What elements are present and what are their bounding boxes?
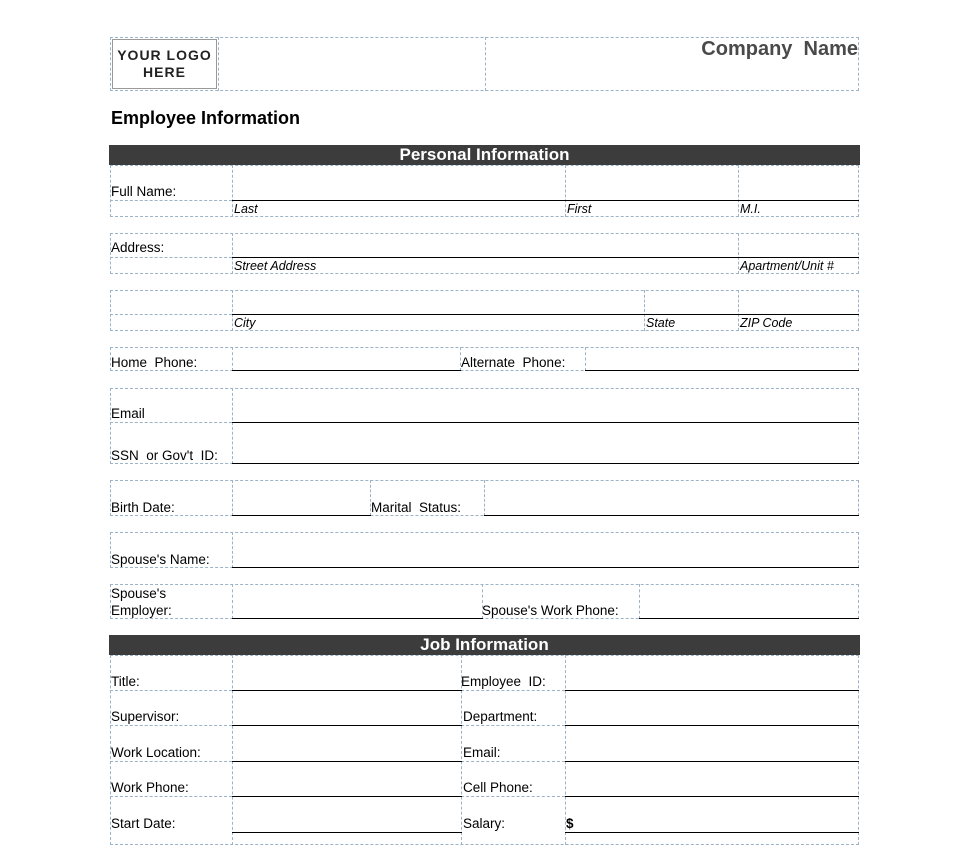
spouse-name-row — [110, 532, 859, 568]
spouse-name-label: Spouse's Name: — [111, 552, 210, 567]
spouse-employer-label-line1: Spouse's — [111, 586, 167, 601]
birth-date-field[interactable] — [232, 515, 371, 516]
department-label: Department: — [463, 709, 538, 724]
home-phone-field[interactable] — [232, 370, 461, 371]
ssn-label: SSN or Gov't ID: — [111, 448, 218, 463]
street-address-hint: Street Address — [234, 259, 317, 273]
page-title: Employee Information — [111, 108, 301, 128]
title-field[interactable] — [232, 690, 462, 691]
last-name-hint: Last — [234, 202, 258, 216]
title-label: Title: — [111, 674, 140, 689]
employee-id-label: Employee ID: — [461, 674, 546, 689]
spouse-name-field[interactable] — [232, 567, 859, 568]
salary-currency-symbol: $ — [566, 816, 574, 831]
work-phone-field[interactable] — [232, 796, 462, 797]
department-field[interactable] — [565, 725, 859, 726]
work-location-field[interactable] — [232, 761, 462, 762]
full-name-label: Full Name: — [111, 184, 177, 199]
city-hint: City — [234, 316, 256, 330]
spouse-employer-field[interactable] — [232, 618, 483, 619]
last-name-field[interactable] — [232, 200, 566, 201]
header-divider — [218, 37, 219, 91]
work-email-field[interactable] — [565, 761, 859, 762]
spouse-work-phone-label: Spouse's Work Phone: — [482, 603, 619, 618]
work-location-label: Work Location: — [111, 745, 201, 760]
address-label: Address: — [111, 240, 165, 255]
middle-initial-field[interactable] — [738, 200, 859, 201]
salary-field[interactable] — [565, 832, 859, 833]
employee-id-field[interactable] — [565, 690, 859, 691]
zip-hint: ZIP Code — [740, 316, 793, 330]
alternate-phone-label: Alternate Phone: — [461, 355, 566, 370]
marital-status-field[interactable] — [484, 515, 859, 516]
company-logo: YOUR LOGO HERE — [112, 39, 217, 89]
company-name: Company Name — [701, 38, 858, 60]
supervisor-label: Supervisor: — [111, 709, 180, 724]
start-date-field[interactable] — [232, 832, 462, 833]
ssn-field[interactable] — [232, 463, 859, 464]
apartment-field[interactable] — [738, 257, 859, 258]
spouse-employer-label-line2: Employer: — [111, 603, 172, 618]
email-field[interactable] — [232, 422, 859, 423]
work-phone-label: Work Phone: — [111, 780, 189, 795]
cell-phone-field[interactable] — [565, 796, 859, 797]
alternate-phone-field[interactable] — [585, 370, 859, 371]
state-field[interactable] — [644, 314, 739, 315]
marital-status-label: Marital Status: — [371, 500, 462, 515]
middle-initial-hint: M.I. — [740, 202, 761, 216]
supervisor-field[interactable] — [232, 725, 462, 726]
work-email-label: Email: — [463, 745, 501, 760]
state-hint: State — [646, 316, 676, 330]
first-name-hint: First — [567, 202, 592, 216]
cell-phone-label: Cell Phone: — [463, 780, 533, 795]
first-name-field[interactable] — [565, 200, 739, 201]
birth-date-label: Birth Date: — [111, 500, 175, 515]
zip-field[interactable] — [738, 314, 859, 315]
personal-information-heading: Personal Information — [109, 145, 860, 165]
email-label: Email — [111, 406, 145, 421]
job-information-heading: Job Information — [109, 635, 860, 655]
header-divider — [485, 37, 486, 91]
start-date-label: Start Date: — [111, 816, 176, 831]
street-address-field[interactable] — [232, 257, 739, 258]
city-field[interactable] — [232, 314, 645, 315]
salary-label: Salary: — [463, 816, 506, 831]
apartment-hint: Apartment/Unit # — [740, 259, 834, 273]
spouse-work-phone-field[interactable] — [639, 618, 859, 619]
email-ssn-row — [110, 388, 859, 464]
home-phone-label: Home Phone: — [111, 355, 198, 370]
